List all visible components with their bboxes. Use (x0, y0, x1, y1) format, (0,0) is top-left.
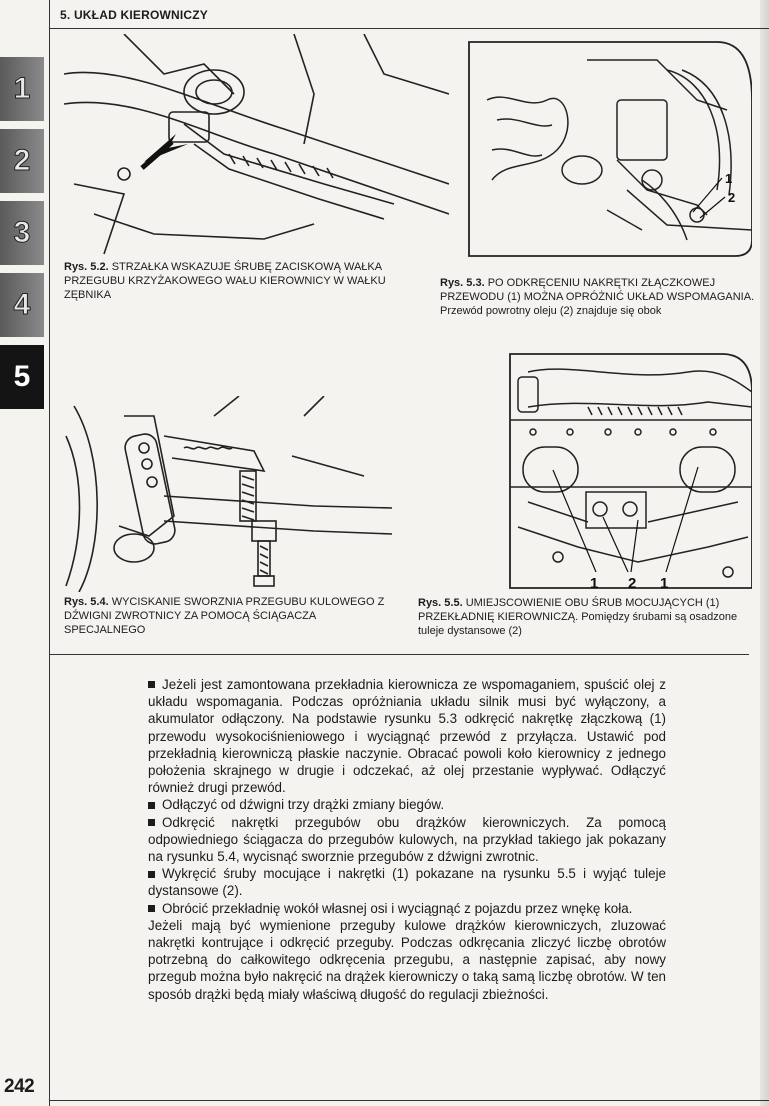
figure-5-3-caption-extra: Przewód powrotny oleju (2) znajduje się obok (440, 305, 662, 317)
body-section-rule (49, 654, 749, 655)
instruction-text: Obrócić przekładnię wokół własnej osi i wyciągnąć z pojazdu przez wnękę koła. (162, 900, 633, 916)
instruction-text: Wykręcić śruby mocujące i nakrętki (1) pokazane na rysunku 5.5 i wyjąć tuleje dystansowe (2). (148, 866, 666, 899)
instruction-text: Jeżeli mają być wymienione przeguby kulowe drążków kierowniczych, zluzować nakrętki kontrujące i odkręcić przeguby. Podczas odkręcania zliczyć liczbę obrotów potrzebną do całkowitego odkręcenia przegubu, a następnie zapisać, aby nowy przegub można było nakręcić na drążek kierowniczy o taką samą liczbę obrotów. W ten sposób drążki będą miały właściwą długość do regulacji zbieżności. (148, 917, 666, 1002)
bullet-square-icon (148, 802, 155, 809)
instruction-paragraph (148, 676, 666, 796)
adjacent-page-edge (760, 0, 769, 1106)
figure-5-5-caption-extra: Pomiędzy śrubami są osadzone tuleje dystansowe (2) (418, 611, 738, 637)
chapter-tab-5-active: 5 (0, 345, 44, 409)
footer-rule (49, 1100, 769, 1101)
figure-5-2-caption-text: STRZAŁKA WSKAZUJE ŚRUBĘ ZACISKOWĄ WAŁKA PRZEGUBU KRZYŻAKOWEGO WAŁU KIEROWNICY W WAŁKU ZĘBNIKA (64, 261, 386, 301)
figure-5-4-illustration (64, 396, 392, 592)
instruction-paragraph (148, 796, 666, 813)
bullet-square-icon (148, 871, 155, 878)
figure-5-5-callout-1-right: 1 (660, 575, 669, 590)
figure-5-3-illustration (467, 40, 752, 258)
section-header: 5. UKŁAD KIEROWNICZY (60, 8, 208, 22)
page-margin-rule (49, 0, 50, 1106)
figure-5-4-caption (64, 595, 394, 637)
figure-5-4-caption-text: WYCISKANIE SWORZNIA PRZEGUBU KULOWEGO Z DŹWIGNI ZWROTNICY ZA POMOCĄ ŚCIĄGACZA SPECJALNEGO (64, 596, 385, 636)
figure-5-3-callout-1: 1 (725, 171, 733, 186)
figure-5-5-label: Rys. 5.5. (418, 597, 463, 609)
figure-5-5-caption-text: UMIEJSCOWIENIE OBU ŚRUB MOCUJĄCYCH (1) PRZEKŁADNIĘ KIEROWNICZĄ. (418, 597, 720, 623)
page-number: 242 (4, 1076, 35, 1097)
figure-5-4-label: Rys. 5.4. (64, 596, 109, 608)
instruction-paragraph (148, 917, 666, 1003)
bullet-square-icon (148, 819, 155, 826)
figure-5-5-caption (418, 596, 758, 638)
chapter-tab-2: 2 (0, 129, 44, 193)
header-rule (49, 28, 769, 29)
figure-5-3-caption (440, 276, 755, 318)
instruction-paragraph (148, 814, 666, 866)
figure-5-5-illustration (508, 352, 752, 590)
figure-5-2-label: Rys. 5.2. (64, 261, 109, 273)
instruction-paragraph (148, 865, 666, 899)
bullet-square-icon (148, 681, 155, 688)
figure-5-2-illustration (64, 34, 449, 256)
figure-5-5-callout-2: 2 (628, 575, 637, 590)
chapter-tab-3: 3 (0, 201, 44, 265)
instruction-paragraph (148, 900, 666, 917)
chapter-tab-1: 1 (0, 57, 44, 121)
instruction-text: Odłączyć od dźwigni trzy drążki zmiany biegów. (162, 797, 445, 813)
chapter-tabs (0, 57, 44, 417)
instructions-body (148, 676, 666, 1003)
bullet-square-icon (148, 905, 155, 912)
instruction-text: Odkręcić nakrętki przegubów obu drążków kierowniczych. Za pomocą odpowiedniego ściągacza do przegubów kulowych, na przykład takiego jak pokazany na rysunku 5.4, wycisnąć sworznie przegubów z dźwigni zwrotnic. (148, 814, 666, 865)
figure-5-2-caption (64, 260, 394, 302)
figure-5-5-callout-1-left: 1 (590, 575, 599, 590)
figure-5-3-label: Rys. 5.3. (440, 277, 485, 289)
figure-5-3-caption-text: PO ODKRĘCENIU NAKRĘTKI ZŁĄCZKOWEJ PRZEWODU (1) MOŻNA OPRÓŻNIĆ UKŁAD WSPOMAGANIA. (440, 277, 755, 303)
figure-5-3-callout-2: 2 (728, 190, 736, 205)
chapter-tab-4: 4 (0, 273, 44, 337)
instruction-text: Jeżeli jest zamontowana przekładnia kierownicza ze wspomaganiem, spuścić olej z układu wspomagania. Podczas opróżniania układu silnik musi być wyłączony, a akumulator odłączony. Na podstawie rysunku 5.3 odkręcić nakrętkę złączkową (1) przewodu wysokociśnieniowego i wyciągnąć przewód z przyłącza. Ustawić pod przekładnią kierowniczą płaskie naczynie. Obracać powoli koło kierownicy z jednego położenia skrajnego w drugie i odczekać, aż olej przestanie wypływać. Odłączyć również drugi przewód. (148, 677, 666, 796)
